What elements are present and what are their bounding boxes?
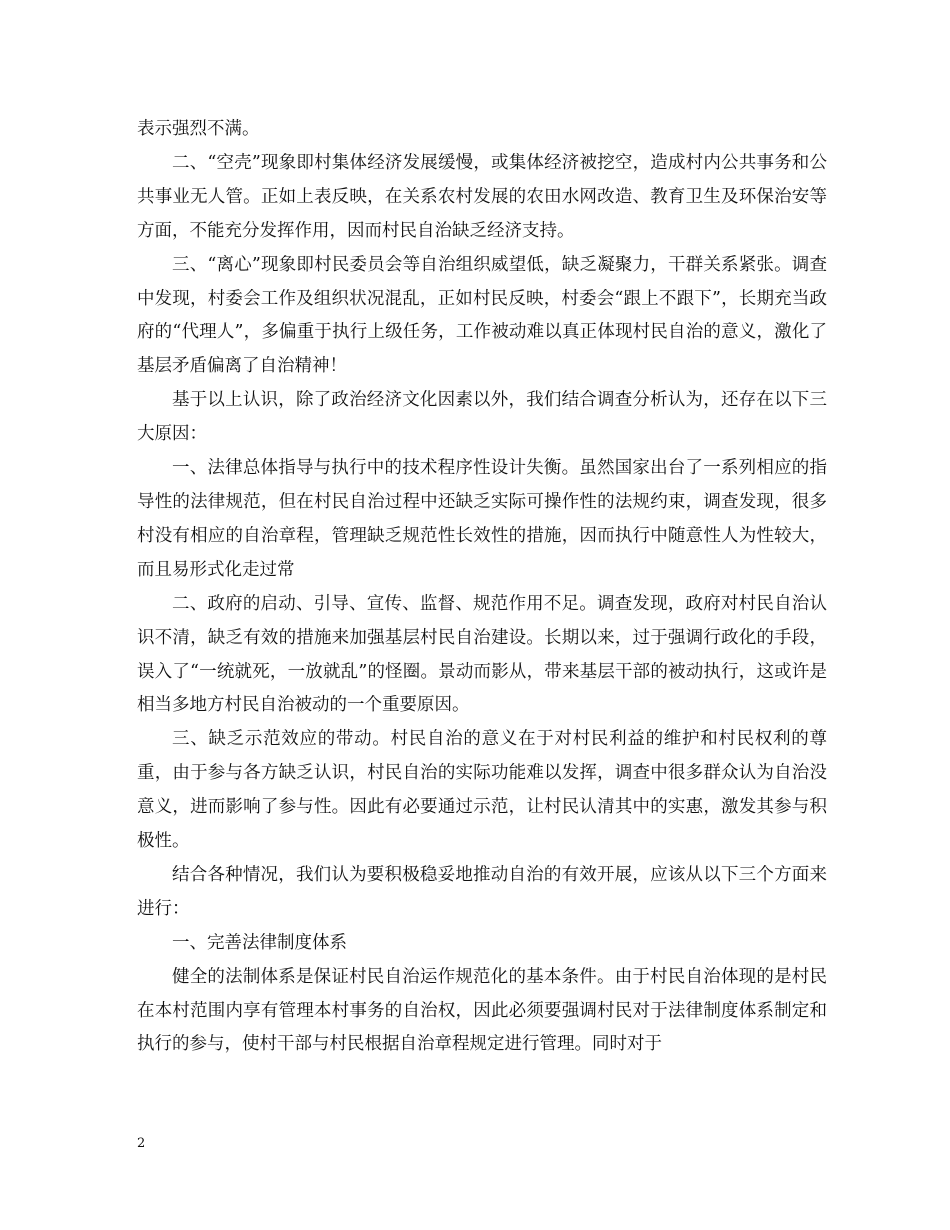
paragraph-4: 基于以上认识，除了政治经济文化因素以外，我们结合调查分析认为，还存在以下三大原因： xyxy=(137,390,827,445)
paragraph-7: 三、缺乏示范效应的带动。村民自治的意义在于对村民利益的维护和村民权利的尊重，由于参与各方缺乏认识，村民自治的实际功能难以发挥，调查中很多群众认为自治没意义，进而影响了参与性。因此有必要通过示范，让村民认清其中的实惠，激发其参与积极性。 xyxy=(137,729,827,852)
paragraph-9: 健全的法制体系是保证村民自治运作规范化的基本条件。由于村民自治体现的是村民在本村范围内享有管理本村事务的自治权，因此必须要强调村民对于法律制度体系制定和执行的参与，使村干部与村民根据自治章程规定进行管理。同时对于 xyxy=(137,966,827,1055)
paragraph-2: 二、“空壳”现象即村集体经济发展缓慢，或集体经济被挖空，造成村内公共事务和公共事业无人管。正如上表反映，在关系农村发展的农田水网改造、教育卫生及环保治安等方面，不能充分发挥作用，因而村民自治缺乏经济支持。 xyxy=(137,152,827,241)
document-body xyxy=(137,113,827,1062)
paragraph-5: 一、法律总体指导与执行中的技术程序性设计失衡。虽然国家出台了一系列相应的指导性的法律规范，但在村民自治过程中还缺乏实际可操作性的法规约束，调查发现，很多村没有相应的自治章程，管理缺乏规范性长效性的措施，因而执行中随意性人为性较大，而且易形式化走过常 xyxy=(137,458,827,580)
paragraph-6: 二、政府的启动、引导、宣传、监督、规范作用不足。调查发现，政府对村民自治认识不清，缺乏有效的措施来加强基层村民自治建设。长期以来，过于强调行政化的手段，误入了“一统就死，一放就乱”的怪圈。景动而影从，带来基层干部的被动执行，这或许是相当多地方村民自治被动的一个重要原因。 xyxy=(137,593,827,716)
paragraph-3: 三、“离心”现象即村民委员会等自治组织威望低，缺乏凝聚力，干群关系紧张。调查中发现，村委会工作及组织状况混乱，正如村民反映，村委会“跟上不跟下”，长期充当政府的“代理人”，多偏重于执行上级任务，工作被动难以真正体现村民自治的意义，激化了基层矛盾偏离了自治精神！ xyxy=(137,254,827,377)
paragraph-8: 结合各种情况，我们认为要积极稳妥地推动自治的有效开展，应该从以下三个方面来进行： xyxy=(137,864,827,919)
section-heading: 一、完善法律制度体系 xyxy=(172,932,347,953)
paragraph-1: 表示强烈不满。 xyxy=(137,119,260,139)
page-number: 2 xyxy=(137,1136,146,1151)
